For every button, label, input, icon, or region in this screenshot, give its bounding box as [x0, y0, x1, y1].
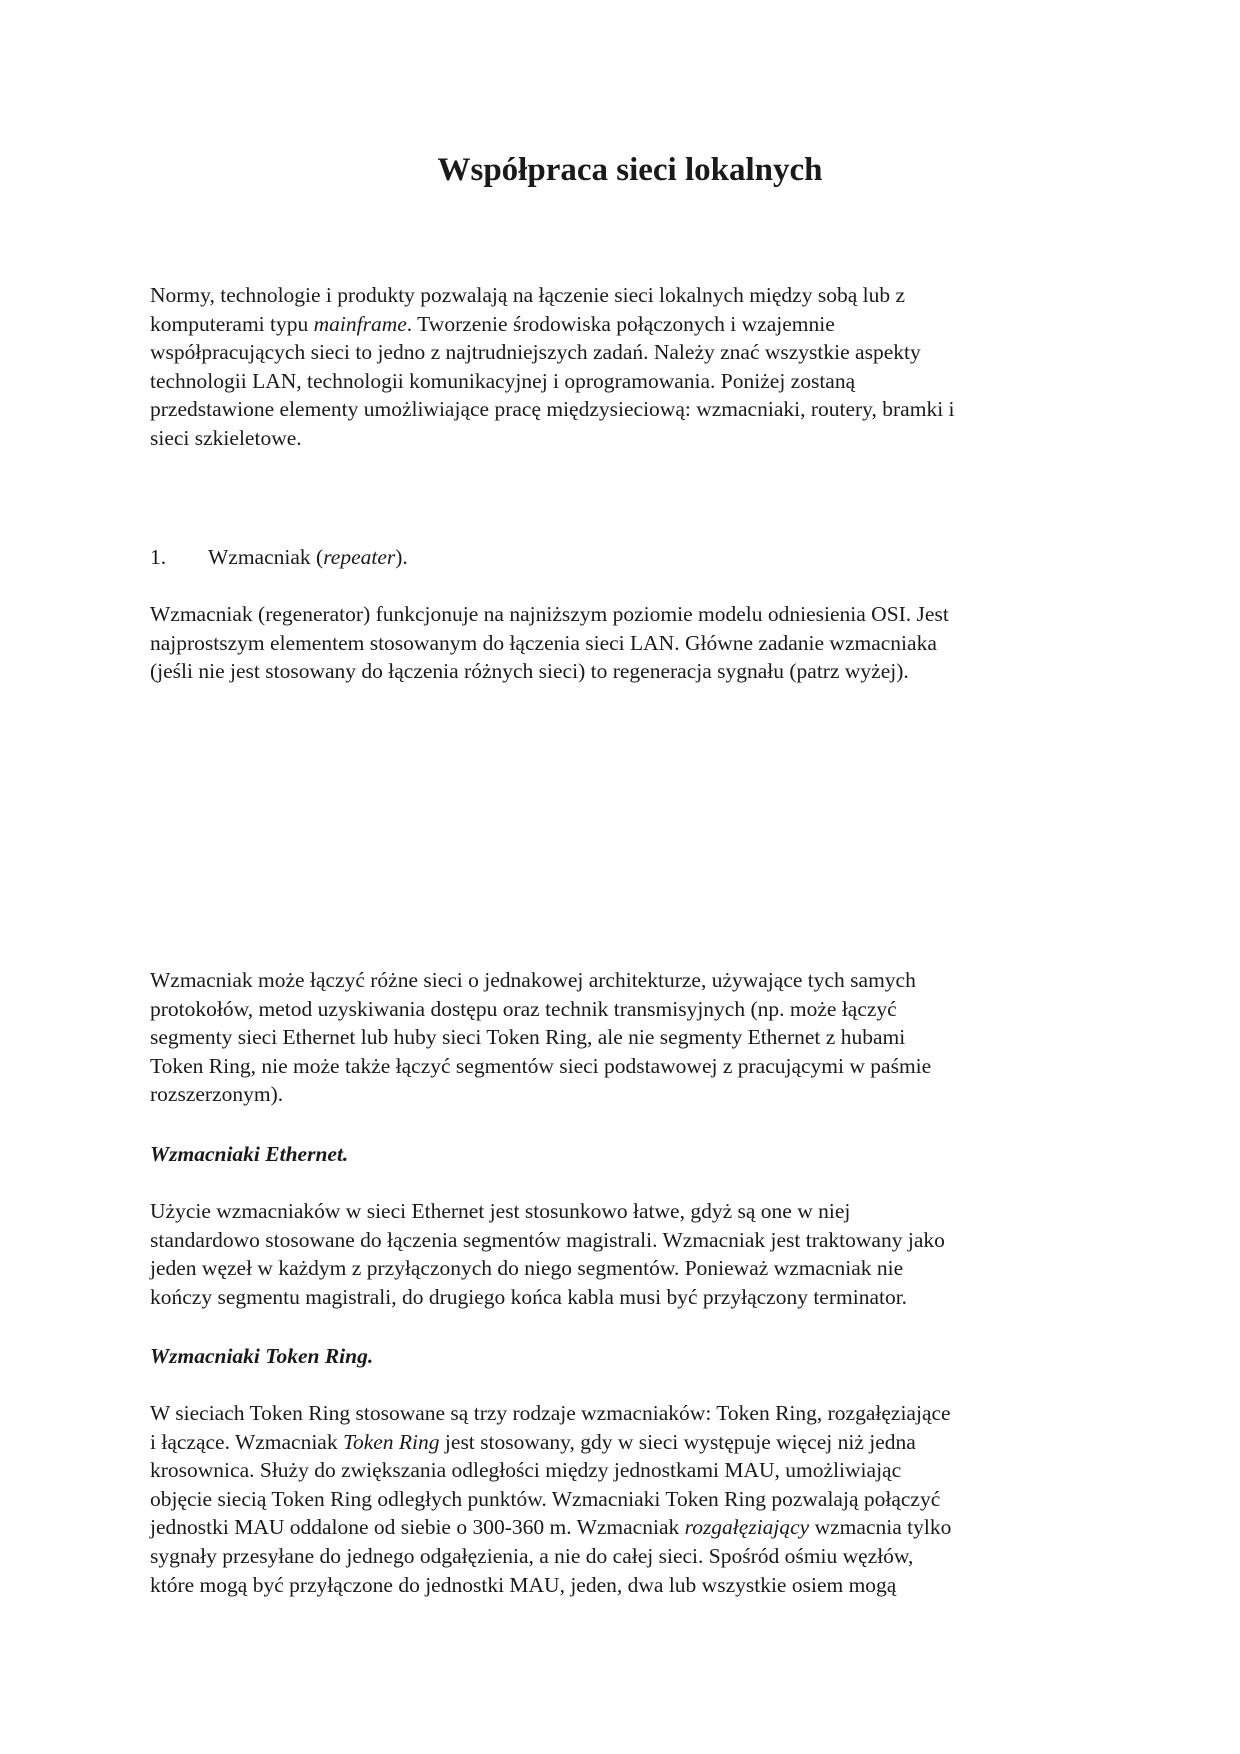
- text-run: ).: [395, 545, 408, 569]
- text-line: sygnały przesyłane do jednego odgałęzienia, a nie do całej sieci. Spośród ośmiu węzłów,: [150, 1543, 914, 1568]
- text-line: objęcie siecią Token Ring odległych punktów. Wzmacniaki Token Ring pozwalają połączyć: [150, 1486, 941, 1511]
- text-run: wzmacnia tylko: [809, 1515, 952, 1540]
- token-ring-paragraph: [150, 1399, 1080, 1599]
- text-line: Token Ring, nie może także łączyć segmentów sieci podstawowej z pracującymi w paśmie: [150, 1053, 932, 1078]
- text-line: W sieciach Token Ring stosowane są trzy rodzaje wzmacniaków: Token Ring, rozgałęziające: [150, 1401, 951, 1425]
- text-line: [150, 1513, 1080, 1542]
- subheading-ethernet: Wzmacniaki Ethernet.: [150, 1142, 349, 1166]
- ethernet-paragraph: [150, 1197, 1080, 1311]
- text-line: technologii LAN, technologii komunikacyjnej i oprogramowania. Poniżej zostaną: [150, 368, 856, 393]
- text-line: współpracujących sieci to jedno z najtrudniejszych zadań. Należy znać wszystkie aspekty: [150, 340, 921, 365]
- text-run: jednostki MAU oddalone od siebie o 300-360 m. Wzmacniak: [150, 1515, 685, 1540]
- emphasis: mainframe: [313, 311, 407, 336]
- intro-paragraph: [150, 281, 1080, 453]
- text-line: jeden węzeł w każdym z przyłączonych do niego segmentów. Ponieważ wzmacniak nie: [150, 1256, 904, 1281]
- text-run: . Tworzenie środowiska połączonych i wzajemnie: [406, 311, 835, 336]
- text-line: (jeśli nie jest stosowany do łączenia różnych sieci) to regeneracja sygnału (patrz wyżej).: [150, 659, 909, 684]
- text-line: Normy, technologie i produkty pozwalają na łączenie sieci lokalnych między sobą lub z: [150, 283, 906, 307]
- emphasis: repeater: [323, 545, 396, 569]
- text-line: sieci szkieletowe.: [150, 425, 302, 450]
- text-run: i łączące. Wzmacniak: [150, 1429, 343, 1454]
- repeater-architecture-paragraph: [150, 966, 1080, 1109]
- text-line: rozszerzonym).: [150, 1082, 284, 1107]
- text-line: segmenty sieci Ethernet lub huby sieci Token Ring, ale nie segmenty Ethernet z hubami: [150, 1025, 906, 1050]
- text-run: komputerami typu: [150, 311, 314, 336]
- text-line: przedstawione elementy umożliwiające pracę międzysieciową: wzmacniaki, routery, bramki i: [150, 397, 955, 422]
- emphasis: Token Ring: [342, 1429, 440, 1454]
- subheading-token-ring: Wzmacniaki Token Ring.: [150, 1344, 374, 1368]
- text-line: Wzmacniak (regenerator) funkcjonuje na najniższym poziomie modelu odniesienia OSI. Jest: [150, 602, 949, 626]
- text-line: Wzmacniak może łączyć różne sieci o jednakowej architekturze, używające tych samych: [150, 968, 916, 992]
- text-line: które mogą być przyłączone do jednostki MAU, jeden, dwa lub wszystkie osiem mogą: [150, 1572, 897, 1597]
- text-line: [150, 1428, 1080, 1457]
- text-line: kończy segmentu magistrali, do drugiego końca kabla musi być przyłączony terminator.: [150, 1284, 908, 1309]
- section-heading-repeater: [150, 543, 1080, 572]
- document-title: Współpraca sieci lokalnych: [437, 152, 823, 188]
- text-line: standardowo stosowane do łączenia segmentów magistrali. Wzmacniak jest traktowany jako: [150, 1227, 945, 1252]
- repeater-paragraph: [150, 600, 1080, 686]
- text-line: [150, 310, 1080, 339]
- text-line: Użycie wzmacniaków w sieci Ethernet jest stosunkowo łatwe, gdyż są one w niej: [150, 1199, 851, 1223]
- emphasis: rozgałęziający: [684, 1515, 810, 1540]
- text-line: protokołów, metod uzyskiwania dostępu oraz technik transmisyjnych (np. może łączyć: [150, 996, 897, 1021]
- text-run: Wzmacniak (: [208, 545, 324, 569]
- text-run: jest stosowany, gdy w sieci występuje więcej niż jedna: [439, 1429, 916, 1454]
- section-number: 1.: [150, 545, 167, 569]
- text-line: najprostszym elementem stosowanym do łączenia sieci LAN. Główne zadanie wzmacniaka: [150, 630, 937, 655]
- text-line: krosownica. Służy do zwiększania odległości między jednostkami MAU, umożliwiając: [150, 1458, 902, 1483]
